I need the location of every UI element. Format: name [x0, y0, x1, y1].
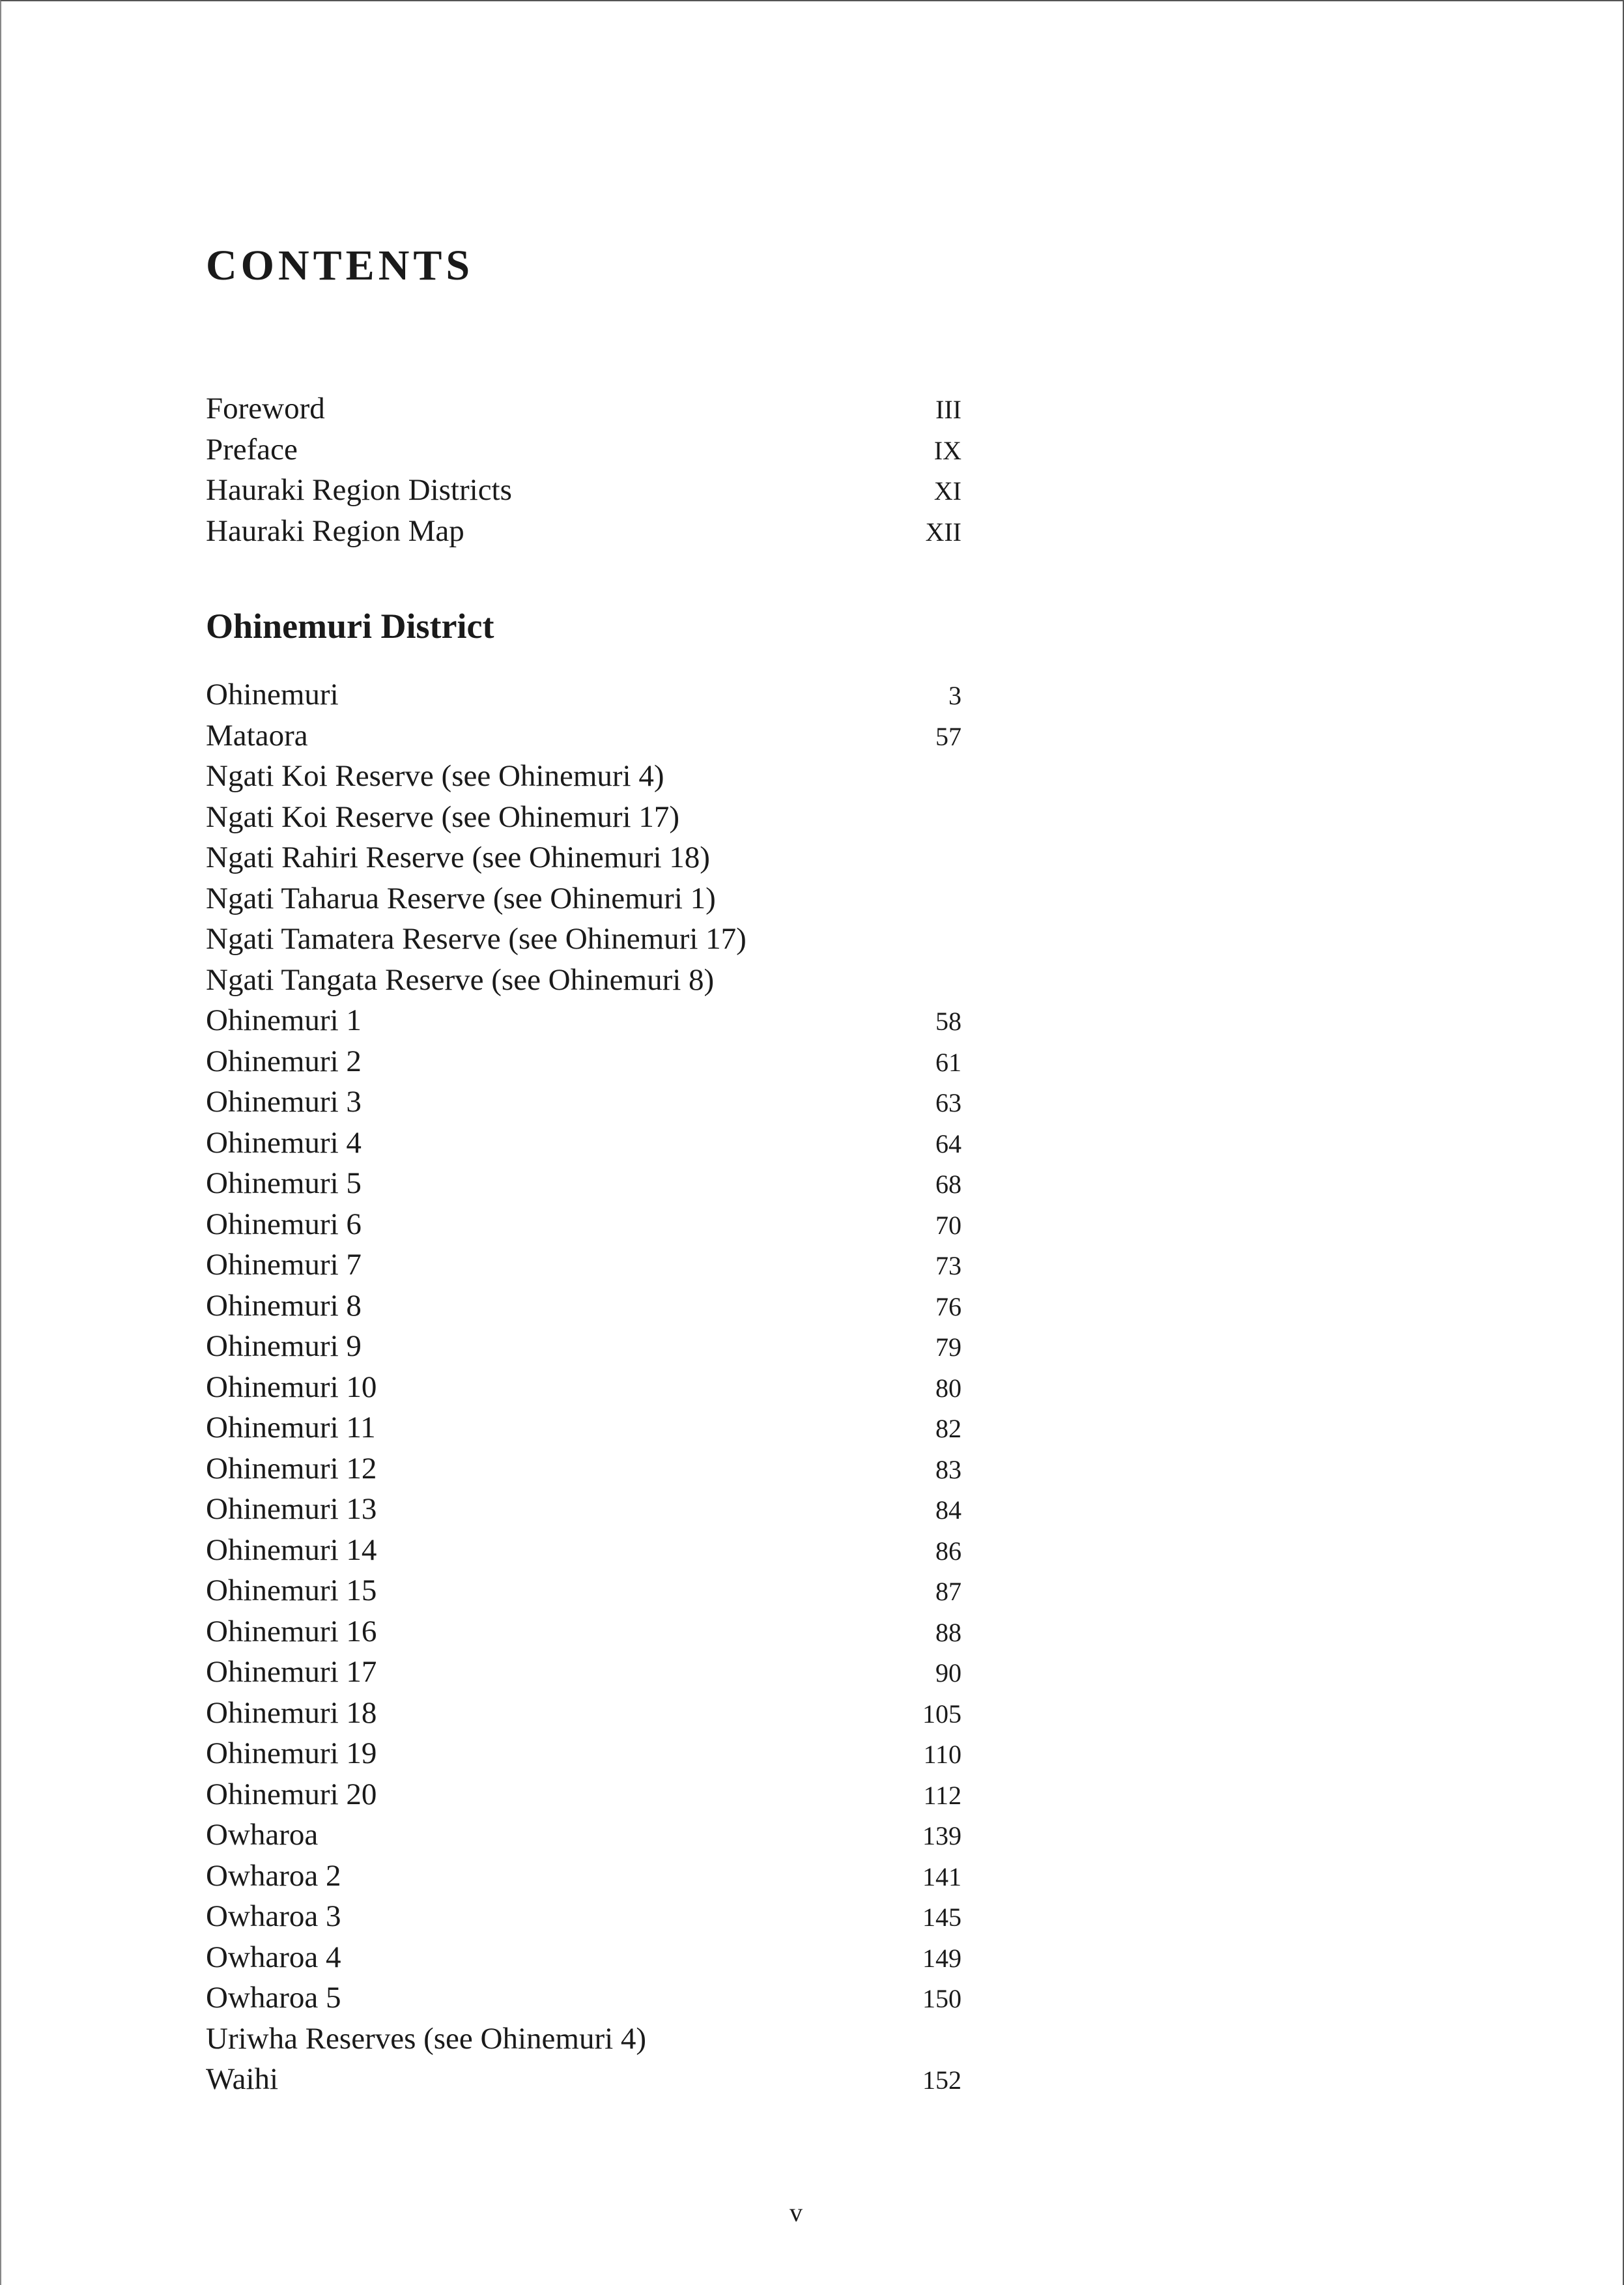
toc-entry-label: Owharoa	[206, 1818, 319, 1852]
toc-entry	[206, 2019, 962, 2060]
toc-entry	[206, 511, 962, 552]
toc-entry-label: Ngati Tamatera Reserve (see Ohinemuri 17)	[206, 922, 747, 956]
toc-entry	[206, 470, 962, 511]
toc-entry-page: 88	[935, 1617, 962, 1647]
toc-entry-label: Ohinemuri 10	[206, 1370, 377, 1404]
toc-entry-label: Foreword	[206, 392, 325, 425]
toc-entry-label: Ohinemuri 7	[206, 1248, 362, 1282]
toc-entry	[206, 1815, 962, 1856]
toc-entry-label: Hauraki Region Map	[206, 513, 464, 548]
toc-entry	[206, 1041, 962, 1082]
toc-entry	[206, 1204, 962, 1245]
toc-entry-label: Ngati Tangata Reserve (see Ohinemuri 8)	[206, 962, 715, 997]
toc-entry	[206, 1652, 962, 1693]
toc-entry	[206, 1530, 962, 1571]
toc-entry	[206, 837, 962, 878]
toc-entry-label: Ohinemuri 12	[206, 1451, 377, 1486]
toc-entry-label: Ohinemuri 13	[206, 1492, 377, 1526]
toc-entry-label: Ngati Koi Reserve (see Ohinemuri 17)	[206, 799, 679, 834]
toc-entry-page: IX	[933, 435, 962, 465]
toc-entry-page: 79	[935, 1332, 962, 1362]
toc-entry-page: 87	[935, 1577, 962, 1606]
toc-entry	[206, 1570, 962, 1611]
toc-entry	[206, 674, 962, 715]
toc-entry-label: Owharoa 2	[206, 1858, 341, 1893]
toc-entry-page: 86	[935, 1536, 962, 1566]
toc-entry	[206, 797, 962, 838]
toc-entry-label: Ohinemuri 16	[206, 1614, 377, 1648]
toc-entry-page: 70	[935, 1210, 962, 1240]
toc-entry-label: Owharoa 5	[206, 1981, 341, 2015]
toc-entry	[206, 878, 962, 919]
toc-entry-label: Ohinemuri 19	[206, 1736, 377, 1770]
toc-entry-label: Ohinemuri 11	[206, 1411, 376, 1444]
toc-entry	[206, 1733, 962, 1774]
toc-entry-page: 73	[935, 1251, 962, 1280]
toc-entry-label: Ohinemuri 8	[206, 1288, 362, 1323]
toc-entry-page: 3	[948, 681, 962, 710]
toc-entry-page: 149	[922, 1943, 962, 1973]
toc-entry-page: 80	[935, 1373, 962, 1403]
toc-entry-label: Ohinemuri	[206, 678, 339, 711]
toc-entry	[206, 1123, 962, 1164]
toc-entry	[206, 1163, 962, 1204]
toc-entry-label: Ohinemuri 17	[206, 1655, 377, 1689]
toc-entry	[206, 1937, 962, 1978]
toc-entry	[206, 1367, 962, 1408]
toc-entry	[206, 1977, 962, 2019]
toc-entry-label: Ohinemuri 15	[206, 1574, 377, 1607]
toc-entry	[206, 1326, 962, 1367]
toc-entry-label: Ohinemuri 6	[206, 1207, 362, 1241]
toc-entry-label: Ohinemuri 3	[206, 1085, 362, 1119]
toc-entry	[206, 1000, 962, 1041]
toc-entry-label: Owharoa 3	[206, 1899, 341, 1933]
toc-entry-page: 76	[935, 1291, 962, 1321]
toc-entry-label: Ohinemuri 4	[206, 1125, 362, 1160]
toc-entry-label: Ohinemuri 9	[206, 1329, 362, 1363]
toc-entry	[206, 388, 962, 429]
toc-entry-page: 141	[922, 1861, 962, 1891]
toc-entry	[206, 1611, 962, 1652]
toc-entry	[206, 919, 962, 960]
toc-entry	[206, 1407, 962, 1448]
toc-entry	[206, 1489, 962, 1530]
toc-entry-label: Waihi	[206, 2062, 279, 2096]
toc-entry-page: 150	[922, 1984, 962, 2013]
toc-entry	[206, 1286, 962, 1327]
toc-entry-label: Ohinemuri 14	[206, 1532, 377, 1567]
toc-entry-label: Ngati Koi Reserve (see Ohinemuri 4)	[206, 759, 664, 793]
toc-entry-label: Ohinemuri 1	[206, 1003, 362, 1037]
toc-entry-label: Ngati Taharua Reserve (see Ohinemuri 1)	[206, 881, 716, 915]
toc-entry-page: 63	[935, 1088, 962, 1117]
toc-entry	[206, 1244, 962, 1286]
toc-entry	[206, 1693, 962, 1734]
toc-entry	[206, 960, 962, 1001]
toc-entry-page: 82	[935, 1414, 962, 1443]
toc-entry	[206, 715, 962, 756]
toc-entry-label: Ohinemuri 5	[206, 1166, 362, 1200]
toc-entry	[206, 1082, 962, 1123]
toc-entry-page: III	[935, 395, 962, 424]
toc-entry-label: Hauraki Region Districts	[206, 473, 512, 507]
toc-entry-page: 139	[922, 1821, 962, 1850]
toc-entry-label: Ohinemuri 20	[206, 1777, 377, 1811]
toc-entry-label: Ohinemuri 2	[206, 1044, 362, 1078]
front-matter-list	[206, 388, 962, 551]
toc-entry-page: 145	[922, 1903, 962, 1932]
toc-entry	[206, 1448, 962, 1489]
toc-entry-page: 105	[922, 1699, 962, 1729]
toc-entry-page: 84	[935, 1495, 962, 1525]
toc-entry	[206, 756, 962, 797]
toc-entry-page: XII	[925, 517, 962, 547]
toc-entry-page: 110	[923, 1740, 962, 1769]
toc-entry-label: Ngati Rahiri Reserve (see Ohinemuri 18)	[206, 841, 710, 874]
district-entries-list	[206, 674, 962, 2100]
toc-entry-page: 58	[935, 1007, 962, 1036]
toc-entry-page: 64	[935, 1128, 962, 1158]
toc-entry-label: Mataora	[206, 718, 308, 753]
toc-entry	[206, 1856, 962, 1897]
toc-entry-label: Preface	[206, 432, 298, 467]
toc-entry	[206, 429, 962, 470]
toc-entry	[206, 2059, 962, 2100]
toc-entry-page: 68	[935, 1170, 962, 1199]
toc-entry-label: Uriwha Reserves (see Ohinemuri 4)	[206, 2021, 647, 2056]
toc-entry-label: Ohinemuri 18	[206, 1695, 377, 1730]
toc-entry-page: 112	[923, 1780, 962, 1810]
toc-entry-page: 57	[935, 721, 962, 751]
page-number: v	[790, 2198, 803, 2227]
toc-entry	[206, 1774, 962, 1815]
toc-entry-page: 152	[922, 2065, 962, 2095]
toc-entry-page: XI	[933, 476, 962, 506]
toc-entry	[206, 1896, 962, 1937]
toc-entry-label: Owharoa 4	[206, 1940, 341, 1974]
toc-entry-page: 90	[935, 1658, 962, 1688]
page-title: CONTENTS	[206, 242, 474, 289]
toc-entry-page: 61	[935, 1047, 962, 1077]
toc-entry-page: 83	[935, 1454, 962, 1484]
section-heading: Ohinemuri District	[206, 607, 494, 646]
